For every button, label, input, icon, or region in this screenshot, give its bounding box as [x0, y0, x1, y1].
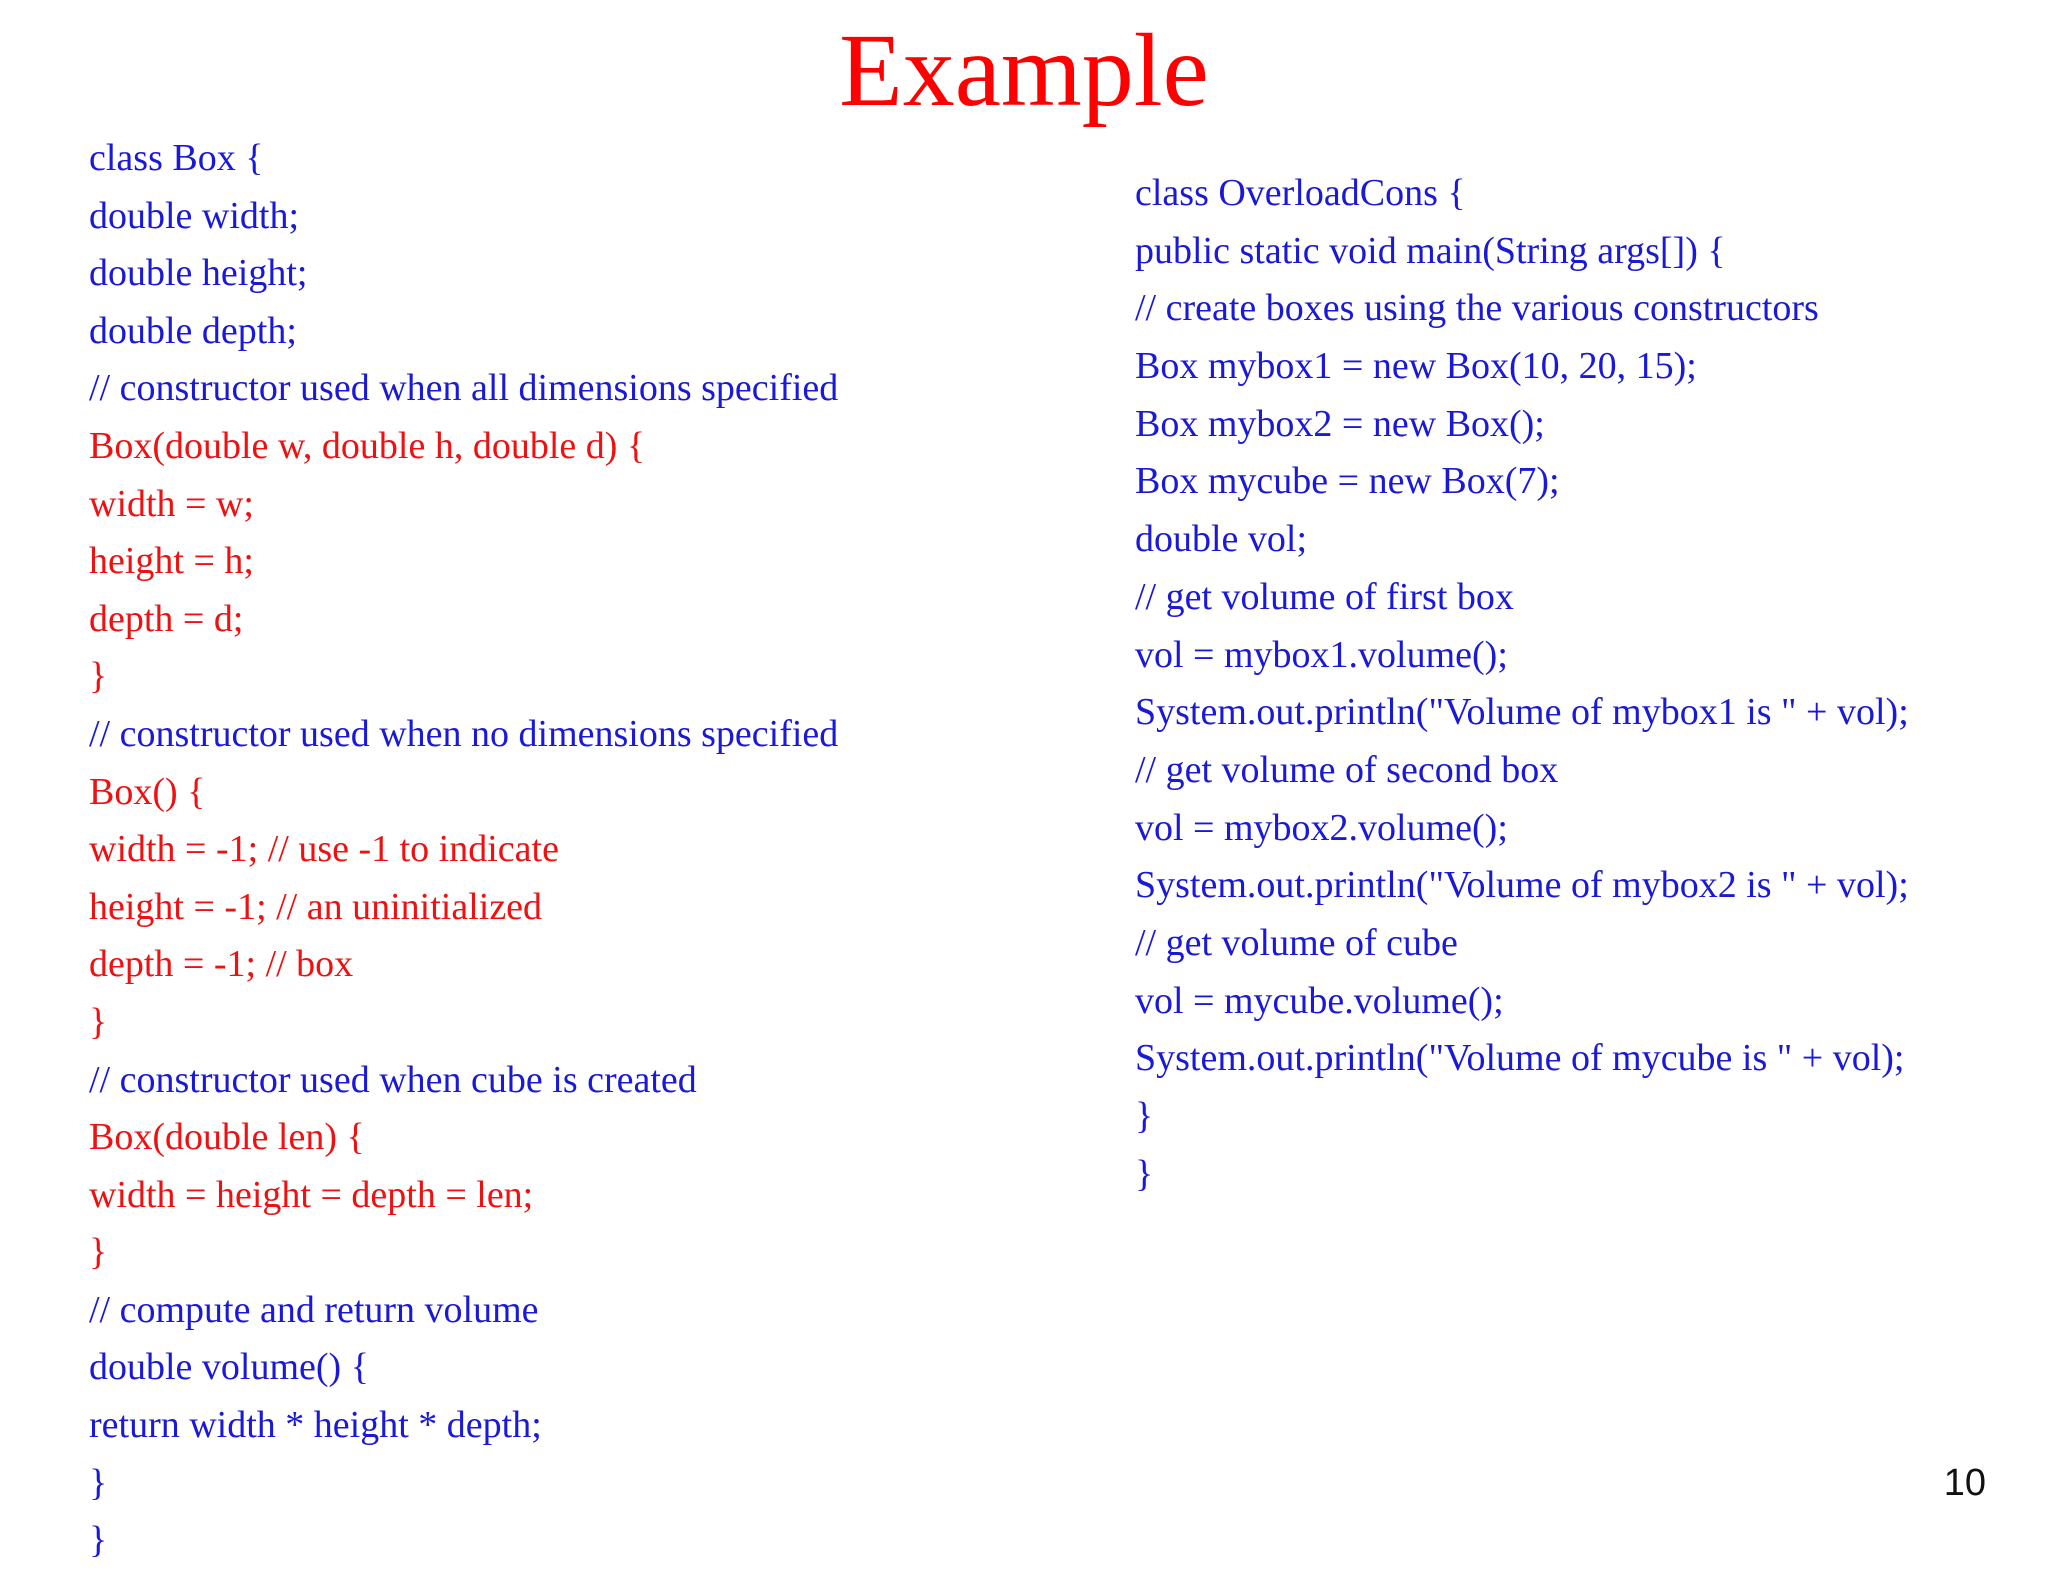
code-line: double depth; [89, 309, 297, 352]
code-line: Box(double w, double h, double d) { [89, 424, 646, 467]
slide-title: Example [839, 13, 1209, 128]
code-line: depth = -1; // box [89, 943, 354, 986]
code-line: // compute and return volume [89, 1288, 539, 1331]
code-line: // constructor used when cube is created [89, 1058, 697, 1101]
box-class-code [89, 130, 989, 1570]
code-line: // get volume of cube [1135, 921, 1458, 964]
code-line: // get volume of second box [1135, 748, 1559, 791]
code-line: } [89, 1000, 108, 1043]
code-line: class Box { [89, 137, 264, 179]
code-line: // create boxes using the various constructors [1135, 287, 1819, 330]
code-line: width = w; [89, 482, 254, 525]
code-line: double volume() { [89, 1346, 369, 1389]
code-line: Box mycube = new Box(7); [1135, 460, 1560, 503]
page-number: 10 [1943, 1462, 1986, 1504]
code-line: depth = d; [89, 597, 244, 640]
code-line: public static void main(String args[]) { [1135, 229, 1726, 272]
code-line: System.out.println("Volume of mycube is " + vol); [1135, 1037, 1905, 1080]
code-line: } [89, 655, 108, 698]
code-line: // get volume of first box [1135, 575, 1514, 618]
code-line: height = -1; // an uninitialized [89, 885, 543, 928]
code-line: Box mybox1 = new Box(10, 20, 15); [1135, 345, 1697, 388]
code-line: // constructor used when no dimensions specified [89, 712, 839, 755]
code-line: vol = mybox2.volume(); [1135, 806, 1508, 849]
code-line: double height; [89, 252, 308, 295]
code-line: } [1135, 1095, 1154, 1137]
code-line: double width; [89, 194, 300, 237]
code-line: class OverloadCons { [1135, 172, 1466, 214]
code-line: } [89, 1231, 108, 1274]
code-line: height = h; [89, 540, 254, 583]
overloadcons-class-code [1135, 165, 2035, 1203]
code-line: width = -1; // use -1 to indicate [89, 828, 559, 871]
code-line: } [89, 1461, 108, 1504]
code-line: } [1135, 1152, 1154, 1195]
code-line: return width * height * depth; [89, 1404, 542, 1447]
code-line: width = height = depth = len; [89, 1173, 534, 1216]
code-line: } [89, 1519, 108, 1562]
code-line: // constructor used when all dimensions specified [89, 367, 839, 410]
code-line: double vol; [1135, 518, 1308, 561]
code-line: System.out.println("Volume of mybox2 is " + vol); [1135, 864, 1909, 907]
code-line: Box mybox2 = new Box(); [1135, 402, 1545, 445]
code-line: Box() { [89, 770, 206, 813]
code-line: Box(double len) { [89, 1116, 365, 1159]
code-line: System.out.println("Volume of mybox1 is " + vol); [1135, 691, 1909, 734]
code-line: vol = mybox1.volume(); [1135, 633, 1508, 676]
code-line: vol = mycube.volume(); [1135, 979, 1504, 1022]
